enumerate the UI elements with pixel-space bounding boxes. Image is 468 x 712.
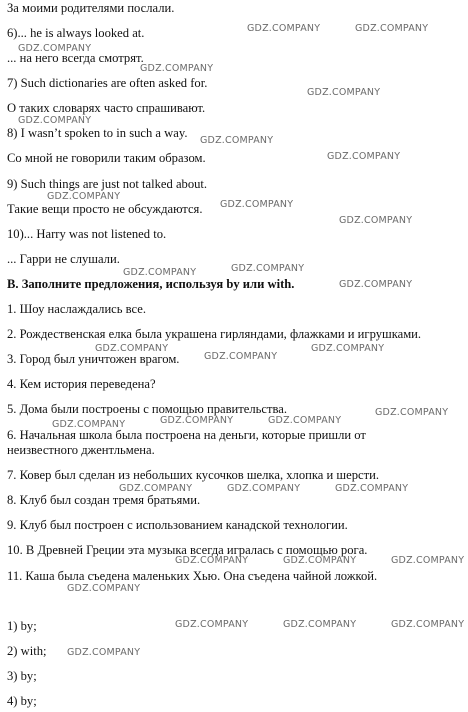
text-line: 6)... he is always looked at. bbox=[7, 26, 145, 40]
watermark: GDZ.COMPANY bbox=[119, 483, 193, 494]
watermark: GDZ.COMPANY bbox=[160, 415, 234, 426]
answer-line: 1) by; bbox=[7, 619, 37, 633]
watermark: GDZ.COMPANY bbox=[335, 483, 409, 494]
text-line: 10. В Древней Греции эта музыка всегда игралась с помощью рога. bbox=[7, 543, 368, 557]
watermark: GDZ.COMPANY bbox=[220, 199, 294, 210]
watermark: GDZ.COMPANY bbox=[327, 151, 401, 162]
text-line: 3. Город был уничтожен врагом. bbox=[7, 352, 180, 366]
text-line: 7. Ковер был сделан из небольших кусочков шелка, хлопка и шерсти. bbox=[7, 468, 379, 482]
watermark: GDZ.COMPANY bbox=[18, 115, 92, 126]
watermark: GDZ.COMPANY bbox=[391, 555, 465, 566]
watermark: GDZ.COMPANY bbox=[391, 619, 465, 630]
watermark: GDZ.COMPANY bbox=[47, 191, 121, 202]
text-line: 5. Дома были построены с помощью правительства. bbox=[7, 402, 288, 416]
watermark: GDZ.COMPANY bbox=[375, 407, 449, 418]
text-line: 10)... Harry was not listened to. bbox=[7, 227, 167, 241]
watermark: GDZ.COMPANY bbox=[247, 23, 321, 34]
watermark: GDZ.COMPANY bbox=[52, 419, 126, 430]
watermark: GDZ.COMPANY bbox=[307, 87, 381, 98]
watermark: GDZ.COMPANY bbox=[283, 619, 357, 630]
watermark: GDZ.COMPANY bbox=[200, 135, 274, 146]
text-line: 2. Рождественская елка была украшена гирляндами, флажками и игрушками. bbox=[7, 327, 422, 341]
text-line: За моими родителями послали. bbox=[7, 1, 175, 15]
watermark: GDZ.COMPANY bbox=[204, 351, 278, 362]
watermark: GDZ.COMPANY bbox=[268, 415, 342, 426]
watermark: GDZ.COMPANY bbox=[231, 263, 305, 274]
watermark: GDZ.COMPANY bbox=[283, 555, 357, 566]
answer-line: 2) with; bbox=[7, 644, 47, 658]
watermark: GDZ.COMPANY bbox=[67, 583, 141, 594]
watermark: GDZ.COMPANY bbox=[339, 215, 413, 226]
text-line: ... на него всегда смотрят. bbox=[7, 51, 144, 65]
text-line: 6. Начальная школа была построена на деньги, которые пришли от bbox=[7, 428, 366, 442]
watermark: GDZ.COMPANY bbox=[339, 279, 413, 290]
text-line: 4. Кем история переведена? bbox=[7, 377, 156, 391]
section-heading: B. Заполните предложения, используя by или with. bbox=[7, 277, 295, 291]
answer-line: 4) by; bbox=[7, 694, 37, 708]
text-line: ... Гарри не слушали. bbox=[7, 252, 120, 266]
text-line: Со мной не говорили таким образом. bbox=[7, 151, 206, 165]
watermark: GDZ.COMPANY bbox=[67, 647, 141, 658]
text-line: 9. Клуб был построен с использованием канадской технологии. bbox=[7, 518, 348, 532]
watermark: GDZ.COMPANY bbox=[175, 555, 249, 566]
text-line: 11. Каша была съедена маленьких Хью. Она съедена чайной ложкой. bbox=[7, 569, 378, 583]
watermark: GDZ.COMPANY bbox=[18, 43, 92, 54]
watermark: GDZ.COMPANY bbox=[311, 343, 385, 354]
text-line: 9) Such things are just not talked about. bbox=[7, 177, 208, 191]
watermark: GDZ.COMPANY bbox=[227, 483, 301, 494]
watermark: GDZ.COMPANY bbox=[175, 619, 249, 630]
text-line: О таких словарях часто спрашивают. bbox=[7, 101, 206, 115]
text-line: неизвестного джентльмена. bbox=[7, 443, 155, 457]
answer-line: 3) by; bbox=[7, 669, 37, 683]
text-line: Такие вещи просто не обсуждаются. bbox=[7, 202, 203, 216]
text-line: 1. Шоу наслаждались все. bbox=[7, 302, 147, 316]
watermark: GDZ.COMPANY bbox=[123, 267, 197, 278]
watermark: GDZ.COMPANY bbox=[355, 23, 429, 34]
watermark: GDZ.COMPANY bbox=[140, 63, 214, 74]
text-line: 7) Such dictionaries are often asked for. bbox=[7, 76, 208, 90]
text-line: 8) I wasn’t spoken to in such a way. bbox=[7, 126, 188, 140]
text-line: 8. Клуб был создан тремя братьями. bbox=[7, 493, 201, 507]
watermark: GDZ.COMPANY bbox=[95, 343, 169, 354]
